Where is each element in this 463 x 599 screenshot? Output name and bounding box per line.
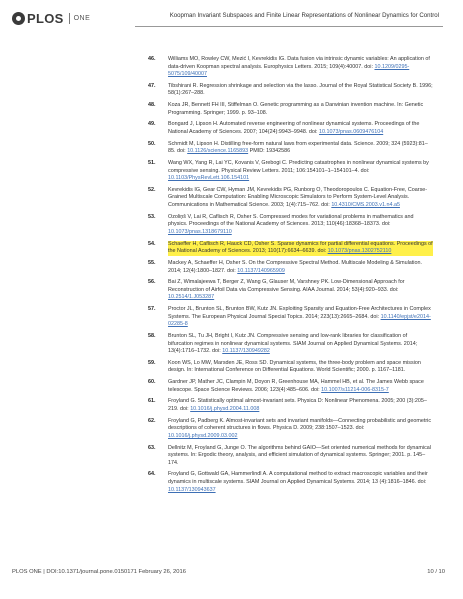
reference-citation: Williams MO, Rowley CW, Mezić I, Kevrekidis IG. Data fusion via intrinsic dynamic variables: An application of data-driven Koopman spectral analysis. Europhysics Letters. 2015; 109(4):40007. doi:	[168, 56, 430, 70]
reference-item	[148, 56, 433, 79]
reference-item	[148, 279, 433, 302]
reference-item	[148, 379, 433, 394]
doi-link[interactable]: 10.1126/science.1165893	[187, 148, 249, 155]
doi-link[interactable]: 10.1016/j.physd.2009.03.002	[168, 432, 238, 439]
reference-citation: Proctor JL, Brunton SL, Brunton BW, Kutz JN. Exploiting Sparsity and Equation-Free Architectures in Complex Systems. The European Physical Journal Special Topics. 2014; 223(13):2665–2684. doi:	[168, 306, 431, 320]
reference-text	[168, 471, 433, 494]
reference-text	[168, 279, 433, 302]
reference-item	[148, 141, 433, 156]
logo-divider	[69, 13, 70, 24]
reference-text	[168, 360, 433, 375]
reference-item	[148, 83, 433, 98]
doi-link[interactable]: 10.1137/130943637	[168, 486, 216, 493]
reference-text	[168, 56, 433, 79]
doi-link[interactable]: 10.1073/pnas.1302752110	[327, 248, 392, 255]
reference-text	[168, 241, 433, 256]
reference-item	[148, 333, 433, 356]
reference-item	[148, 260, 433, 275]
reference-citation: Ozoliņš V, Lai R, Caflisch R, Osher S. Compressed modes for variational problems in mathematics and physics. Proceedings of the National Academy of Sciences. 2013; 110(46):18368–18373. doi:	[168, 213, 414, 228]
reference-text	[168, 379, 433, 394]
doi-link[interactable]: 10.1007/s11214-006-8315-7	[321, 386, 389, 393]
reference-citation: Froyland G, Padberg K. Almost-invariant sets and invariant manifolds—Connecting probabilistic and geometric descriptions of coherent structures in flows. Physica D. 2009; 238:1507–1523. doi:	[168, 417, 432, 432]
doi-link[interactable]: 10.4310/CMS.2003.v1.n4.a5	[331, 202, 400, 209]
reference-citation: Schmidt M, Lipson H. Distilling free-form natural laws from experimental data. Science. 2009; 324 (5923):81–85. doi:	[168, 140, 428, 155]
plos-one-logo	[12, 10, 90, 26]
reference-citation: Dellnitz M, Froyland G, Junge O. The algorithms behind GAIO—Set oriented numerical methods for dynamical systems. In: Ergodic theory, analysis, and efficient simulation of dynamical systems. Springer; 2001. p. 145–174.	[168, 444, 431, 466]
reference-number: 52.	[148, 186, 156, 193]
reference-text	[168, 418, 433, 441]
reference-citation: Schaeffer H, Caflisch R, Hauck CD, Osher S. Sparse dynamics for partial differential equations. Proceedings of the National Academy of Sciences. 2013; 110(17):6634–6639. doi:	[168, 240, 433, 255]
reference-text	[168, 445, 433, 468]
reference-number: 46.	[148, 56, 156, 62]
reference-number: 49.	[148, 121, 156, 128]
reference-item	[148, 306, 433, 329]
reference-item	[148, 398, 433, 413]
reference-item	[148, 241, 433, 256]
reference-item	[148, 121, 433, 136]
reference-citation: Froyland G. Statistically optimal almost-invariant sets. Physica D: Nonlinear Phenomena. 2005; 200 (3):205–219. doi:	[168, 398, 427, 412]
reference-text	[168, 306, 433, 329]
reference-citation: Tibshirani R. Regression shrinkage and selection via the lasso. Journal of the Royal Statistical Society B. 1996; 58(1):267–288.	[168, 82, 433, 97]
pmid-text: PMID: 19342586	[248, 148, 291, 155]
reference-citation: Brunton SL, Tu JH, Bright I, Kutz JN. Compressive sensing and low-rank libraries for classification of bifurcation regimes in nonlinear dynamical systems. SIAM Journal on Applied Dynamical Systems. 2014; 13(4):1716–1732. doi:	[168, 332, 418, 355]
doi-link[interactable]: 10.1209/0295-5075/109/40007	[168, 63, 410, 78]
reference-number: 60.	[148, 379, 156, 386]
reference-text	[168, 160, 433, 183]
reference-item	[148, 418, 433, 441]
reference-number: 56.	[148, 279, 156, 286]
doi-link[interactable]: 10.1137/130949282	[222, 348, 270, 355]
doi-link[interactable]: 10.1137/140965909	[237, 267, 285, 274]
reference-item	[148, 445, 433, 468]
plos-logo-icon	[12, 12, 25, 25]
doi-link[interactable]: 10.1016/j.physd.2004.11.008	[190, 405, 260, 412]
reference-citation: Bai Z, Wimalajeewa T, Berger Z, Wang G, Glauser M, Varshney PK. Low-Dimensional Approach for Reconstruction of Airfoil Data via Compressive Sensing. AIAA Journal. 2014; 53(4):920–933. doi:	[168, 279, 405, 293]
reference-text	[168, 398, 433, 413]
logo-subtext: ONE	[73, 14, 91, 22]
reference-number: 53.	[148, 213, 156, 220]
reference-number: 59.	[148, 359, 156, 366]
reference-text	[168, 260, 433, 275]
reference-number: 61.	[148, 398, 156, 405]
reference-item	[148, 360, 433, 375]
reference-list	[148, 56, 433, 498]
reference-item	[148, 160, 433, 183]
reference-number: 55.	[148, 259, 156, 266]
reference-citation: Mackey A, Schaeffer H, Osher S. On the Compressive Spectral Method. Multiscale Modeling & Simulation. 2014; 12(4):1800–1827. doi:	[168, 259, 422, 274]
reference-number: 54.	[148, 240, 156, 247]
logo-text: PLOS	[27, 10, 64, 26]
reference-text	[168, 187, 433, 210]
doi-link[interactable]: 10.2514/1.J053287	[168, 294, 215, 301]
reference-number: 64.	[148, 471, 156, 478]
footer-citation: PLOS ONE | DOI:10.1371/journal.pone.0150171 February 26, 2016	[12, 569, 186, 575]
reference-number: 48.	[148, 102, 156, 109]
page-header	[0, 0, 463, 28]
reference-number: 51.	[148, 160, 156, 166]
reference-number: 50.	[148, 140, 156, 147]
doi-link[interactable]: 10.1140/epjst/e2014-02285-8	[168, 313, 431, 328]
reference-number: 58.	[148, 332, 156, 339]
reference-citation: Kevrekidis IG, Gear CW, Hyman JM, Kevrekidis PG, Runborg O, Theodoropoulos C. Equation-Free, Coarse-Grained Multiscale Computation: Enabling Microscopic Simulators to Perform System-Level Analysis. Communications in Mathematical Science. 2003; 1(4):715–762. doi:	[168, 186, 428, 209]
reference-citation: Koza JR, Bennett FH III, Stiffelman O. Genetic programming as a Darwinian invention machine. In: Genetic Programming. Springer; 1999. p. 93–108.	[168, 102, 424, 116]
doi-link[interactable]: 10.1073/pnas.1318679110	[168, 228, 232, 235]
doi-link[interactable]: 10.1073/pnas.0609476104	[319, 129, 384, 136]
reference-text	[168, 141, 433, 156]
reference-item	[148, 187, 433, 210]
reference-item	[148, 214, 433, 237]
page-footer	[0, 566, 463, 580]
running-title: Koopman Invariant Subspaces and Finite Linear Representations of Nonlinear Dynamics for Control	[169, 12, 439, 19]
reference-item	[148, 102, 433, 117]
reference-number: 63.	[148, 444, 156, 451]
reference-number: 62.	[148, 417, 156, 424]
doi-link[interactable]: 10.1103/PhysRevLett.106.154101	[168, 175, 250, 182]
reference-citation: Koon WS, Lo MW, Marsden JE, Ross SD. Dynamical systems, the three-body problem and space mission design. In: International Conference on Differential Equations. World Scientific; 2000. p. 1167–1181.	[168, 359, 421, 374]
reference-text	[168, 214, 433, 237]
reference-number: 47.	[148, 82, 156, 89]
reference-number: 57.	[148, 306, 156, 313]
reference-citation: Wang WX, Yang R, Lai YC, Kovanis V, Grebogi C. Predicting catastrophes in nonlinear dynamical systems by compressive sensing. Physical Review Letters. 2011; 106:154101–1–154101–4. doi:	[168, 160, 429, 174]
reference-text	[168, 333, 433, 356]
reference-citation: Bongard J, Lipson H. Automated reverse engineering of nonlinear dynamical systems. Proceedings of the National Academy of Sciences. 2007; 104(24):9943–9948. doi:	[168, 121, 420, 136]
reference-text	[168, 121, 433, 136]
reference-text	[168, 102, 433, 117]
reference-text	[168, 83, 433, 98]
reference-citation: Froyland G, Gottwald GA, Hammerlindl A. A computational method to extract macroscopic variables and their dynamics in multiscale systems. SIAM Journal on Applied Dynamical Systems. 2014; 13 (4):1816–1846. doi:	[168, 471, 428, 485]
reference-citation: Gardner JP, Mather JC, Clampin M, Doyon R, Greenhouse MA, Hammel HB, et al. The James Webb space telescope. Space Science Reviews. 2006; 123(4):485–606. doi:	[168, 379, 424, 393]
header-rule	[135, 26, 443, 27]
page-number: 10 / 10	[427, 569, 445, 575]
reference-item	[148, 471, 433, 494]
